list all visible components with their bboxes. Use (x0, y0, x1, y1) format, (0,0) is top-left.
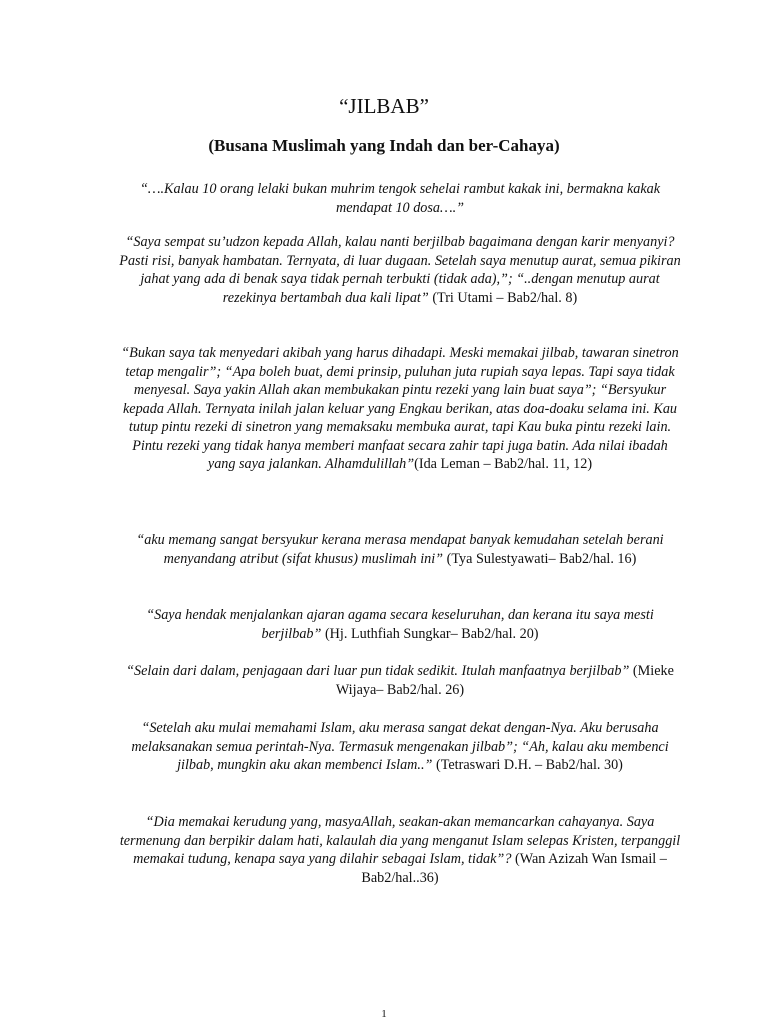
quote-paragraph (118, 606, 682, 643)
quote-paragraph (118, 719, 682, 775)
quote-text: “Setelah aku mulai memahami Islam, aku merasa sangat dekat dengan-Nya. Aku berusaha melaksanakan semua perintah-Nya. Termasuk mengenakan jilbab”; “Ah, kalau aku membenci jilbab, mungkin aku akan membenci Islam..” (131, 720, 669, 773)
quote-paragraph (118, 344, 682, 474)
quote-text: “….Kalau 10 orang lelaki bukan muhrim tengok sehelai rambut kakak ini, bermakna kakak mendapat 10 dosa….” (139, 181, 661, 216)
document-subtitle: (Busana Muslimah yang Indah dan ber-Cahaya) (208, 136, 560, 155)
quote-text: “Bukan saya tak menyedari akibah yang harus dihadapi. Meski memakai jilbab, tawaran sinetron tetap mengalir”; “Apa boleh buat, demi prinsip, puluhan juta rupiah saya lepas. Tapi saya tidak menyesal. Saya yakin Allah akan membukakan pintu rezeki yang lain buat saya”; “Bersyukur kepada Allah. Ternyata inilah jalan keluar yang Engkau berikan, atas doa-doaku selama ini. Kau tutup pintu rezeki di sinetron yang memaksaku membuka aurat, tapi Kau buka pintu rezeki lain. Pintu rezeki yang tidak hanya memberi manfaat secara zahir tapi juga batin. Ada nilai ibadah yang saya jalankan. Alhamdulillah” (121, 345, 679, 472)
quote-text: “Saya hendak menjalankan ajaran agama secara keseluruhan, dan kerana itu saya mesti berjilbab” (146, 607, 654, 642)
quote-text: “Dia memakai kerudung yang, masyaAllah, seakan-akan memancarkan cahayanya. Saya termenung dan berpikir dalam hati, kalaulah dia yang menganut Islam selepas Kristen, terpanggil memakai tudung, kenapa saya yang dilahir sebagai Islam, tidak”? (119, 814, 681, 867)
quote-citation: (Wan Azizah Wan Ismail – Bab2/hal..36) (361, 851, 667, 886)
quote-paragraph (118, 531, 682, 568)
quote-citation: (Ida Leman – Bab2/hal. 11, 12) (414, 456, 593, 472)
quote-citation: (Tya Sulestyawati– Bab2/hal. 16) (443, 550, 637, 567)
quote-text: “Selain dari dalam, penjagaan dari luar pun tidak sedikit. Itulah manfaatnya berjilbab” (126, 663, 630, 679)
quote-paragraph (118, 813, 682, 887)
quote-paragraph (118, 180, 682, 217)
page-number: 1 (381, 1008, 387, 1020)
quote-paragraph (118, 662, 682, 699)
quote-text: “Saya sempat su’udzon kepada Allah, kalau nanti berjilbab bagaimana dengan karir menyanyi? Pasti risi, banyak hambatan. Ternyata, di luar dugaan. Setelah saya menutup aurat, semua pikiran jahat yang ada di benak saya tidak pernah terbukti (tidak ada),”; “..dengan menutup aurat rezekinya bertambah dua kali lipat” (119, 234, 681, 306)
quote-paragraph (118, 233, 682, 307)
quote-citation: (Tetraswari D.H. – Bab2/hal. 30) (432, 757, 623, 773)
quote-citation: (Hj. Luthfiah Sungkar– Bab2/hal. 20) (321, 625, 539, 642)
quote-citation: (Tri Utami – Bab2/hal. 8) (428, 289, 578, 306)
quote-text: “aku memang sangat bersyukur kerana merasa mendapat banyak kemudahan setelah berani menyandang atribut (sifat khusus) muslimah ini” (136, 532, 664, 567)
quote-citation: (Mieke Wijaya– Bab2/hal. 26) (335, 663, 674, 698)
document-title: “JILBAB” (339, 94, 429, 118)
